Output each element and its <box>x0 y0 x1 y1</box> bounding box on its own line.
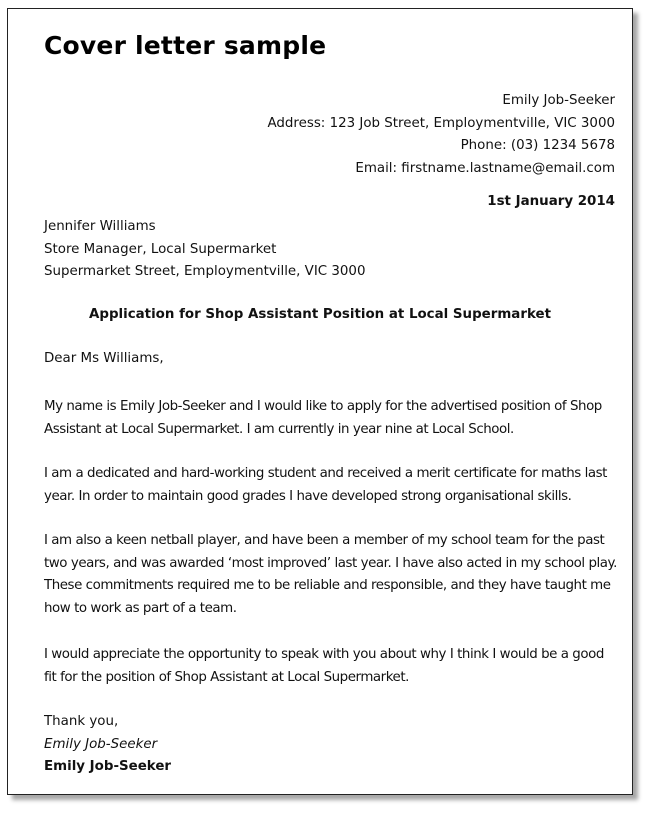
recipient-block <box>44 216 365 284</box>
body-paragraph-4: I would appreciate the opportunity to speak with you about why I think I would be a good fit for the position of Shop Assistant at Local Supermarket. <box>44 647 604 685</box>
sender-block <box>267 90 615 180</box>
salutation: Dear Ms Williams, <box>44 351 164 366</box>
body-paragraph-2: I am a dedicated and hard-working student and received a merit certificate for maths last year. In order to maintain good grades I have developed strong organisational skills. <box>44 466 607 504</box>
sender-phone: Phone: (03) 1234 5678 <box>460 138 615 153</box>
page-title: Cover letter sample <box>44 31 327 60</box>
signature-name: Emily Job-Seeker <box>44 759 172 774</box>
closing-text: Thank you, <box>44 714 119 729</box>
signature-italic: Emily Job-Seeker <box>44 736 158 752</box>
letter-date: 1st January 2014 <box>487 194 615 209</box>
letter-page <box>7 8 633 795</box>
letter-subject: Application for Shop Assistant Position at Local Supermarket <box>89 307 551 322</box>
body-paragraph-3: I am also a keen netball player, and have been a member of my school team for the past two years, and was awarded ‘most improved’ last year. I have also acted in my school play. These commitments required me to be reliable and responsible, and they have taught me how to work as part of a team. <box>44 533 617 616</box>
recipient-address: Supermarket Street, Employmentville, VIC 3000 <box>44 264 366 279</box>
sender-email: Email: firstname.lastname@email.com <box>355 160 615 176</box>
closing-block <box>44 711 171 779</box>
body-paragraph-1: My name is Emily Job-Seeker and I would like to apply for the advertised position of Shop Assistant at Local Supermarket. I am currently in year nine at Local School. <box>44 399 602 437</box>
recipient-position: Store Manager, Local Supermarket <box>44 241 277 257</box>
sender-name: Emily Job-Seeker <box>502 93 615 108</box>
sender-address: Address: 123 Job Street, Employmentville, VIC 3000 <box>267 115 615 131</box>
recipient-name: Jennifer Williams <box>44 219 156 234</box>
